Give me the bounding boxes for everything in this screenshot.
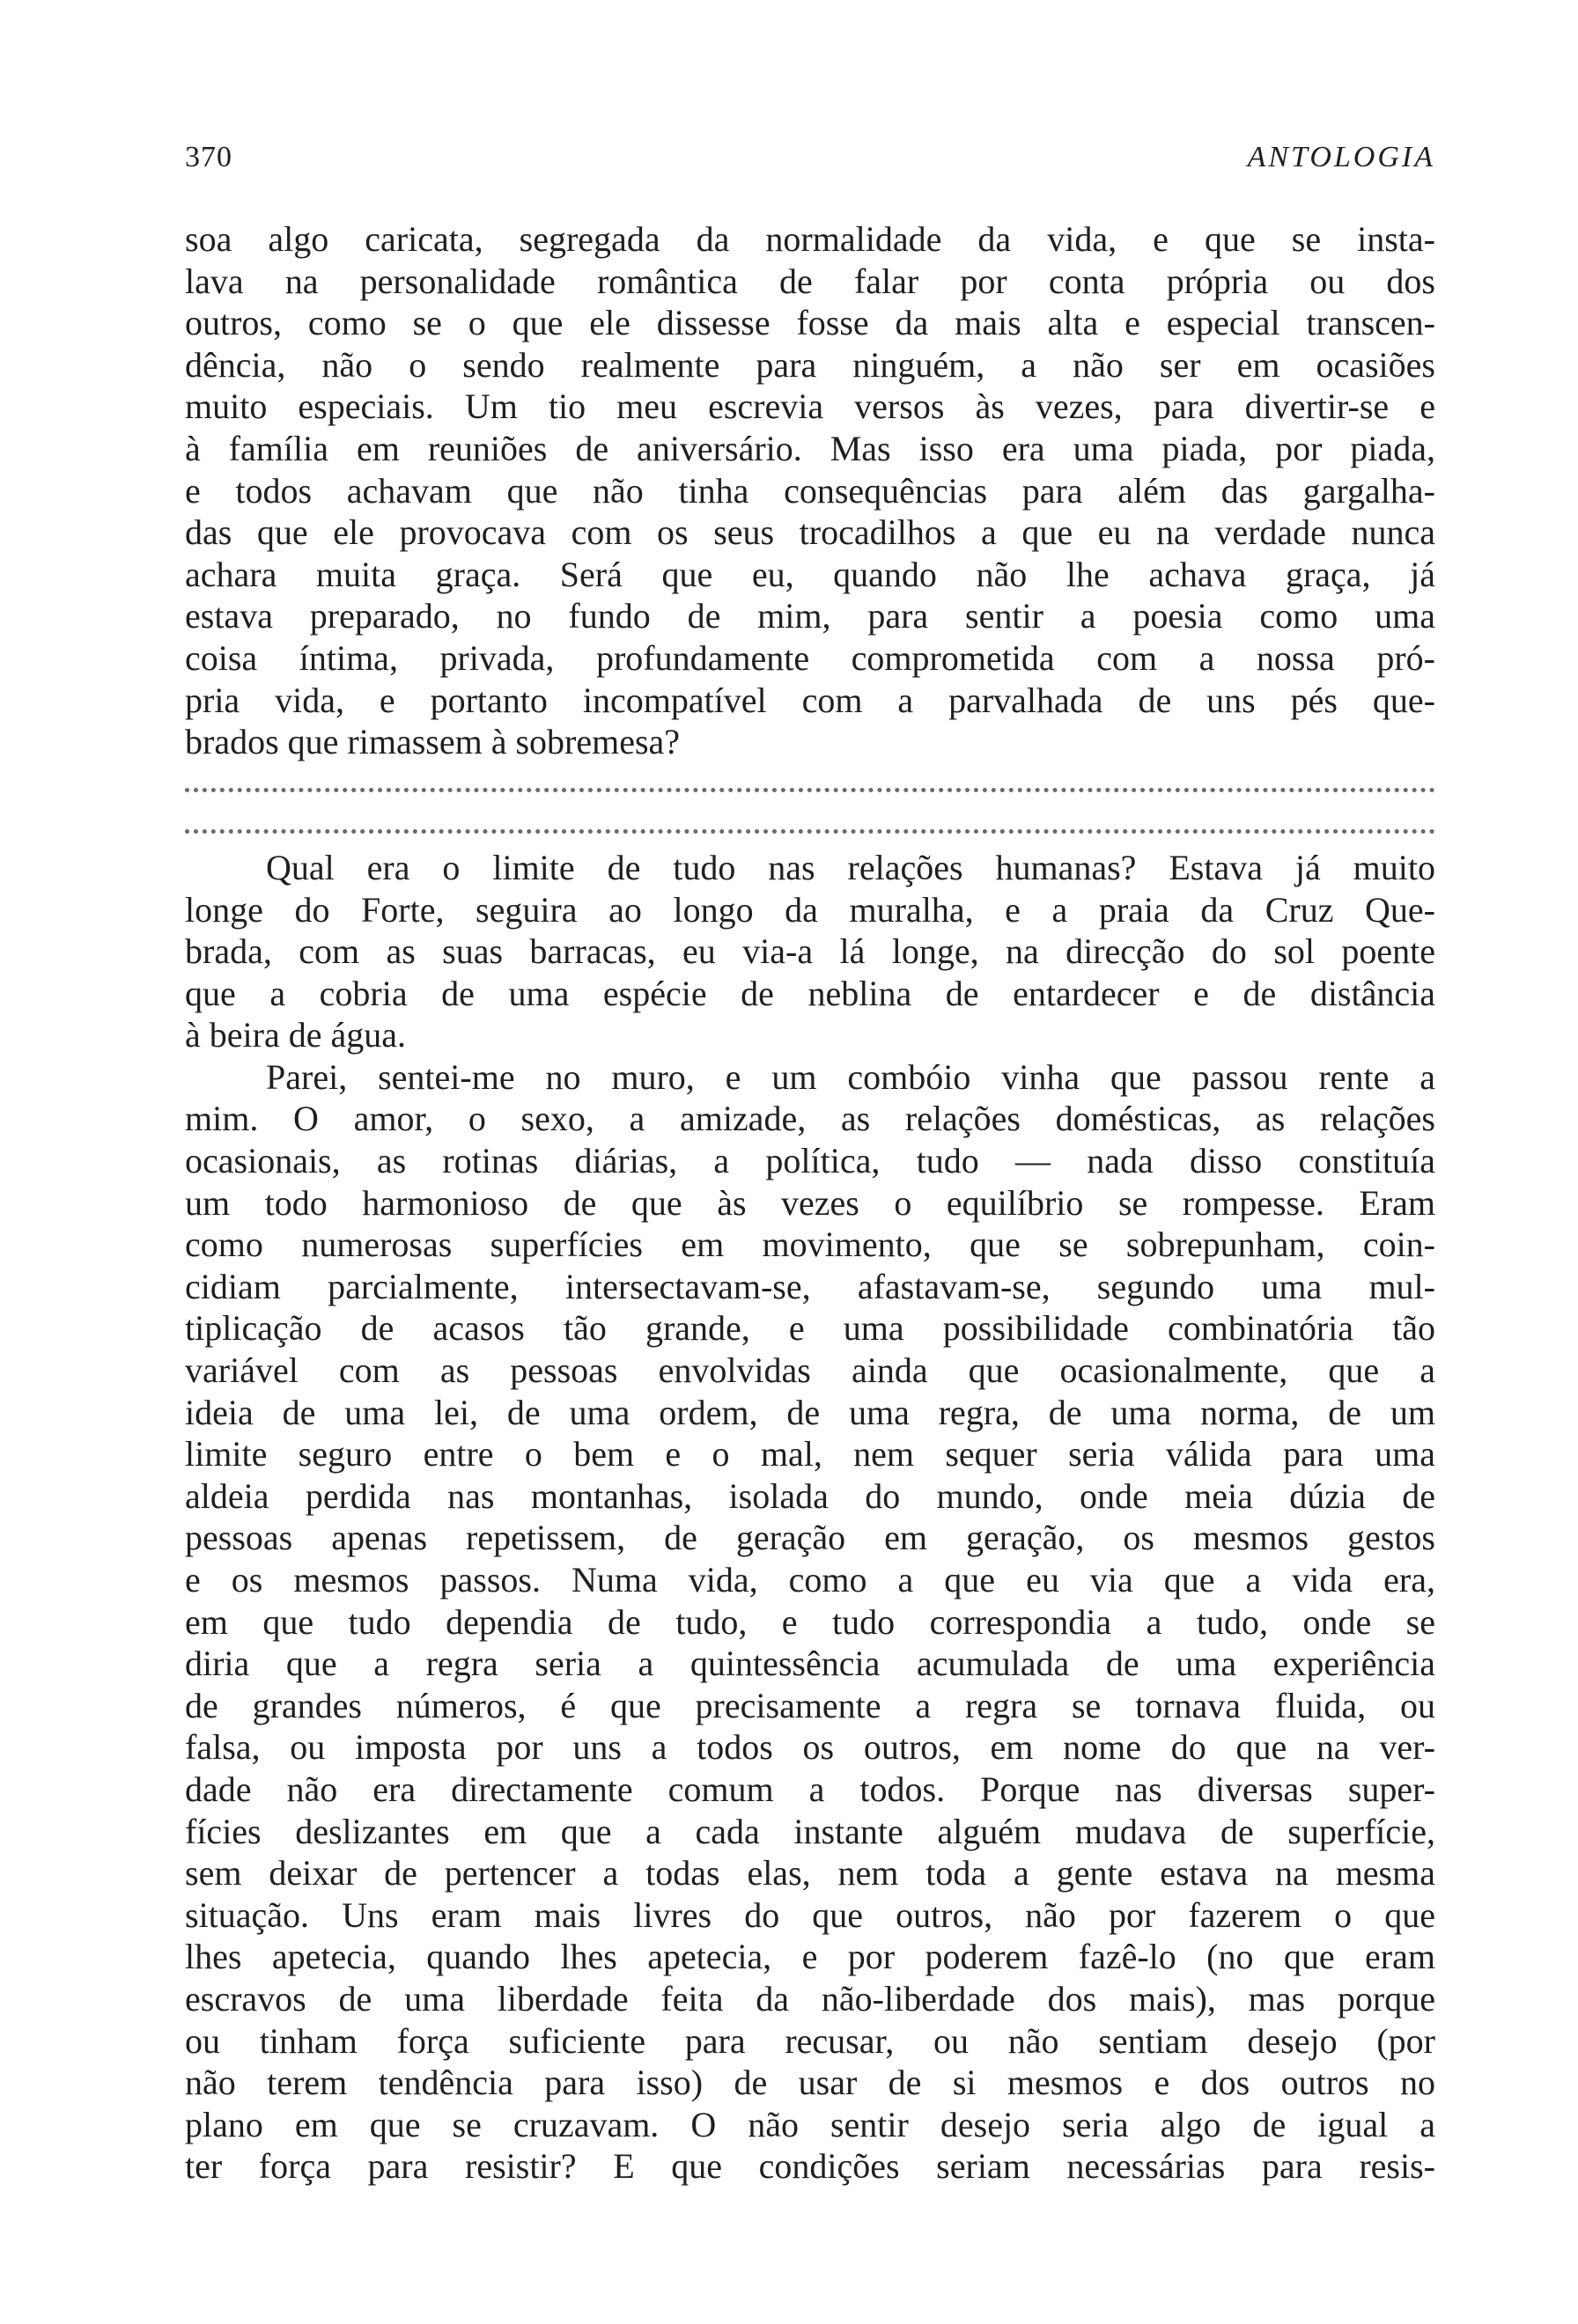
dotted-separator bbox=[185, 805, 1435, 847]
text-line: diria que a regra seria a quintessência acumulada de uma experiência bbox=[185, 1644, 1435, 1684]
text-line: não terem tendência para isso) de usar de si mesmos e dos outros no bbox=[185, 2063, 1435, 2103]
text-line: lhes apetecia, quando lhes apetecia, e por poderem fazê-lo (no que eram bbox=[185, 1937, 1435, 1977]
text-line: falsa, ou imposta por uns a todos os outros, em nome do que na ver- bbox=[185, 1727, 1435, 1768]
text-line: lava na personalidade romântica de falar por conta própria ou dos bbox=[185, 261, 1435, 301]
text-line: estava preparado, no fundo de mim, para sentir a poesia como uma bbox=[185, 596, 1435, 636]
body-text bbox=[185, 218, 1435, 2188]
text-line: ou tinham força suficiente para recusar, ou não sentiam desejo (por bbox=[185, 2020, 1435, 2061]
text-line: que a cobria de uma espécie de neblina de entardecer e de distância bbox=[185, 973, 1435, 1013]
text-line: escravos de uma liberdade feita da não-liberdade dos mais), mas porque bbox=[185, 1978, 1435, 2019]
text-line: variável com as pessoas envolvidas ainda que ocasionalmente, que a bbox=[185, 1350, 1435, 1391]
text-line: ocasionais, as rotinas diárias, a política, tudo — nada disso constituía bbox=[185, 1141, 1435, 1181]
text-line: e os mesmos passos. Numa vida, como a que eu via que a vida era, bbox=[185, 1560, 1435, 1600]
text-line: limite seguro entre o bem e o mal, nem sequer seria válida para uma bbox=[185, 1434, 1435, 1475]
text-line: e todos achavam que não tinha consequências para além das gargalha- bbox=[185, 470, 1435, 511]
text-line: dência, não o sendo realmente para ninguém, a não ser em ocasiões bbox=[185, 344, 1435, 385]
text-line: soa algo caricata, segregada da normalidade da vida, e que se insta- bbox=[185, 219, 1435, 259]
text-line: outros, como se o que ele dissesse fosse da mais alta e especial transcen- bbox=[185, 303, 1435, 343]
text-line: situação. Uns eram mais livres do que outros, não por fazerem o que bbox=[185, 1894, 1435, 1935]
text-line: tiplicação de acasos tão grande, e uma possibilidade combinatória tão bbox=[185, 1308, 1435, 1349]
text-line: pessoas apenas repetissem, de geração em geração, os mesmos gestos bbox=[185, 1518, 1435, 1558]
text-line: sem deixar de pertencer a todas elas, nem toda a gente estava na mesma bbox=[185, 1853, 1435, 1894]
text-line: fícies deslizantes em que a cada instante alguém mudava de superfície, bbox=[185, 1811, 1435, 1851]
dotted-separator bbox=[185, 763, 1435, 805]
paragraph bbox=[185, 847, 1435, 1056]
text-line: achara muita graça. Será que eu, quando não lhe achava graça, já bbox=[185, 554, 1435, 594]
paragraph bbox=[185, 1056, 1435, 2188]
text-line: à família em reuniões de aniversário. Mas isso era uma piada, por piada, bbox=[185, 428, 1435, 468]
running-title: ANTOLOGIA bbox=[1247, 141, 1435, 173]
paragraph-continued bbox=[185, 218, 1435, 763]
text-line: longe do Forte, seguira ao longo da muralha, e a praia da Cruz Que- bbox=[185, 889, 1435, 930]
text-line: cidiam parcialmente, intersectavam-se, afastavam-se, segundo uma mul- bbox=[185, 1266, 1435, 1306]
text-line: ideia de uma lei, de uma ordem, de uma regra, de uma norma, de um bbox=[185, 1392, 1435, 1432]
text-line: brada, com as suas barracas, eu via-a lá longe, na direcção do sol poente bbox=[185, 931, 1435, 972]
page-number: 370 bbox=[185, 141, 232, 173]
text-line: brados que rimassem à sobremesa? bbox=[185, 722, 681, 762]
text-line: Qual era o limite de tudo nas relações humanas? Estava já muito bbox=[266, 847, 1435, 887]
text-line: muito especiais. Um tio meu escrevia versos às vezes, para divertir-se e bbox=[185, 386, 1435, 427]
text-line: mim. O amor, o sexo, a amizade, as relações domésticas, as relações bbox=[185, 1099, 1435, 1139]
text-line: um todo harmonioso de que às vezes o equilíbrio se rompesse. Eram bbox=[185, 1182, 1435, 1223]
text-line: aldeia perdida nas montanhas, isolada do mundo, onde meia dúzia de bbox=[185, 1475, 1435, 1516]
text-line: como numerosas superfícies em movimento, que se sobrepunham, coin- bbox=[185, 1225, 1435, 1265]
text-line: à beira de água. bbox=[185, 1015, 406, 1055]
text-line: de grandes números, é que precisamente a regra se tornava fluida, ou bbox=[185, 1685, 1435, 1725]
text-line: Parei, sentei-me no muro, e um combóio vinha que passou rente a bbox=[266, 1056, 1435, 1097]
text-line: em que tudo dependia de tudo, e tudo correspondia a tudo, onde se bbox=[185, 1601, 1435, 1642]
running-head bbox=[185, 141, 1435, 185]
text-line: ter força para resistir? E que condições seriam necessárias para resis- bbox=[185, 2146, 1435, 2187]
text-line: pria vida, e portanto incompatível com a parvalhada de uns pés que- bbox=[185, 680, 1435, 720]
text-line: das que ele provocava com os seus trocadilhos a que eu na verdade nunca bbox=[185, 512, 1435, 553]
text-line: dade não era directamente comum a todos. Porque nas diversas super- bbox=[185, 1769, 1435, 1809]
text-line: plano em que se cruzavam. O não sentir desejo seria algo de igual a bbox=[185, 2104, 1435, 2144]
text-line: coisa íntima, privada, profundamente comprometida com a nossa pró- bbox=[185, 637, 1435, 678]
